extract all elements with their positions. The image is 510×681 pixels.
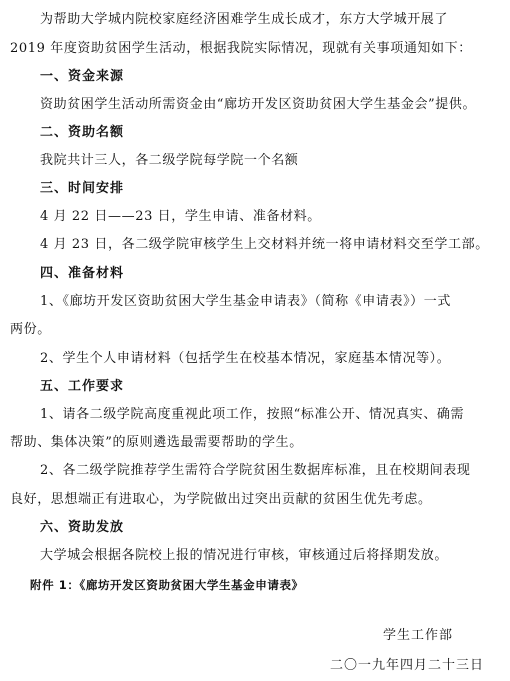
section-heading-quota: 二、资助名额: [40, 125, 125, 140]
section-heading-requirements: 五、工作要求: [40, 379, 125, 394]
section-heading-materials: 四、准备材料: [40, 266, 125, 281]
section-heading-disbursement: 六、资助发放: [40, 520, 125, 535]
requirements-text-1: 1、请各二级学院高度重视此项工作，按照“标准公开、情况真实、确需: [40, 407, 465, 422]
section-heading-funding-source: 一、资金来源: [40, 69, 125, 84]
quota-text: 我院共计三人，各二级学院每学院一个名额: [40, 153, 299, 168]
intro-line-1: 为帮助大学城内院校家庭经济困难学生成长成才，东方大学城开展了: [40, 12, 449, 27]
disbursement-text: 大学城会根据各院校上报的情况进行审核，审核通过后将择期发放。: [40, 548, 449, 563]
requirements-text-2: 帮助、集体决策”的原则遴选最需要帮助的学生。: [10, 435, 303, 450]
attachment-note: 附件 1：《廊坊开发区资助贫困大学生基金申请表》: [30, 578, 304, 592]
schedule-text-2: 4 月 23 日，各二级学院审核学生上交材料并统一将申请材料交至学工部。: [40, 237, 489, 252]
section-heading-schedule: 三、时间安排: [40, 181, 125, 196]
materials-text-1: 1、《廊坊开发区资助贫困大学生基金申请表》（简称《申请表》）一式: [40, 294, 451, 309]
materials-text-3: 2、学生个人申请材料（包括学生在校基本情况，家庭基本情况等）。: [40, 351, 451, 366]
schedule-text-1: 4 月 22 日——23 日，学生申请、准备材料。: [40, 209, 321, 224]
signature-department: 学生工作部: [383, 628, 454, 643]
signature-date: 二〇一九年四月二十三日: [330, 658, 485, 673]
intro-line-2: 2019 年度资助贫困学生活动，根据我院实际情况，现就有关事项通知如下：: [10, 41, 472, 56]
requirements-text-3: 2、各二级学院推荐学生需符合学院贫困生数据库标准，且在校期间表现: [40, 463, 471, 478]
funding-source-text: 资助贫困学生活动所需资金由“廊坊开发区资助贫困大学生基金会”提供。: [40, 97, 477, 112]
materials-text-2: 两份。: [10, 322, 51, 337]
requirements-text-4: 良好，思想端正有进取心，为学院做出过突出贡献的贫困生优先考虑。: [10, 492, 432, 507]
